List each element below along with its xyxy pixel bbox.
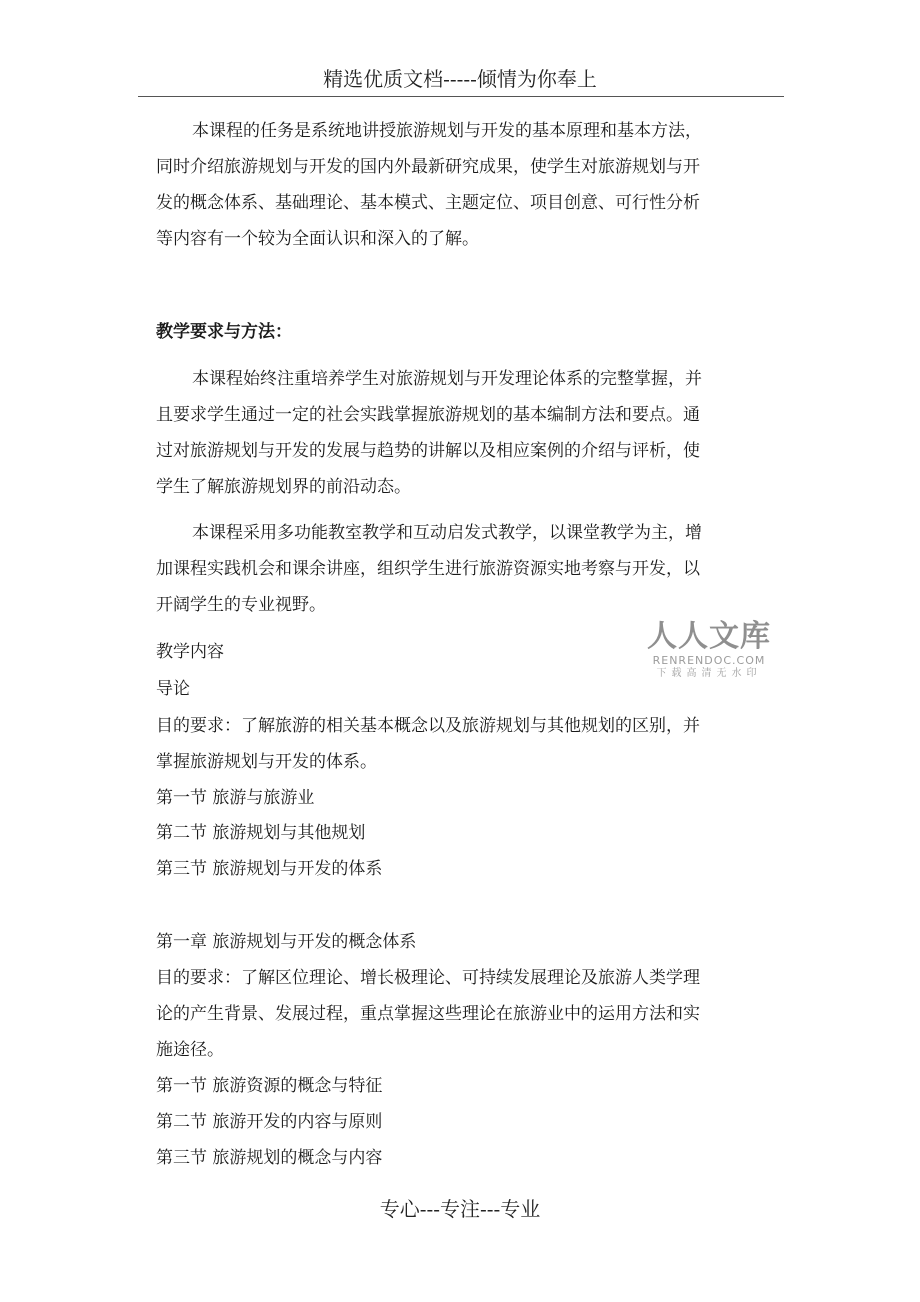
watermark-subtitle: 下载高清无水印 [656,668,762,679]
paragraph-line: 等内容有一个较为全面认识和深入的了解。 [156,229,479,249]
objective-line: 论的产生背景、发展过程，重点掌握这些理论在旅游业中的运用方法和实 [156,1004,700,1024]
paragraph-line: 过对旅游规划与开发的发展与趋势的讲解以及相应案例的介绍与评析，使 [156,441,700,461]
section-item: 第三节 旅游规划的概念与内容 [156,1148,383,1168]
watermark-title: 人人文库 [647,619,771,654]
chapter-title: 导论 [156,679,190,699]
section-item: 第二节 旅游开发的内容与原则 [156,1112,383,1132]
paragraph-line: 加课程实践机会和课余讲座，组织学生进行旅游资源实地考察与开发，以 [156,559,700,579]
page-footer: 专心---专注---专业 [379,1197,541,1221]
paragraph-line: 本课程的任务是系统地讲授旅游规划与开发的基本原理和基本方法， [192,121,702,141]
section-item: 第一节 旅游与旅游业 [156,788,315,808]
objective-line: 掌握旅游规划与开发的体系。 [156,752,377,772]
section-item: 第三节 旅游规划与开发的体系 [156,859,383,879]
paragraph-line: 本课程始终注重培养学生对旅游规划与开发理论体系的完整掌握，并 [192,369,702,389]
objective-line: 施途径。 [156,1040,224,1060]
watermark-url: RENRENDOC.COM [652,654,766,667]
chapter-title: 第一章 旅游规划与开发的概念体系 [156,932,417,952]
watermark-logo [646,620,772,681]
objective-line: 目的要求：了解区位理论、增长极理论、可持续发展理论及旅游人类学理 [156,968,700,988]
header-rule [138,96,784,97]
objective-line: 目的要求：了解旅游的相关基本概念以及旅游规划与其他规划的区别，并 [156,716,700,736]
section-item: 第二节 旅游规划与其他规划 [156,823,366,843]
paragraph-line: 同时介绍旅游规划与开发的国内外最新研究成果，使学生对旅游规划与开 [156,157,700,177]
paragraph-line: 且要求学生通过一定的社会实践掌握旅游规划的基本编制方法和要点。通 [156,405,700,425]
paragraph-line: 开阔学生的专业视野。 [156,595,326,615]
content-heading: 教学内容 [156,642,224,662]
paragraph-line: 本课程采用多功能教室教学和互动启发式教学，以课堂教学为主，增 [192,523,702,543]
paragraph-line: 发的概念体系、基础理论、基本模式、主题定位、项目创意、可行性分析 [156,193,700,213]
page-header: 精选优质文档-----倾情为你奉上 [323,67,597,91]
section-heading: 教学要求与方法： [156,322,292,342]
paragraph-line: 学生了解旅游规划界的前沿动态。 [156,477,411,497]
section-item: 第一节 旅游资源的概念与特征 [156,1076,383,1096]
